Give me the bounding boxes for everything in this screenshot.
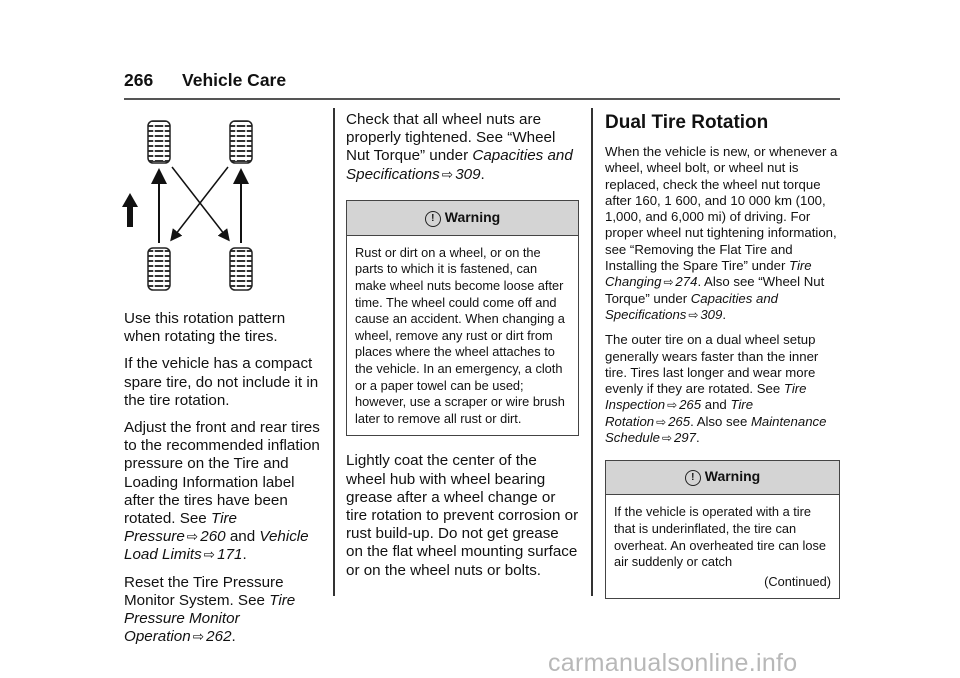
header-rule <box>124 98 840 100</box>
continued-label: (Continued) <box>764 573 831 589</box>
column-1 <box>124 310 324 655</box>
page-ref[interactable]: 171 <box>217 546 243 564</box>
column-divider <box>333 108 335 596</box>
page-header <box>124 70 286 91</box>
link-tire-rotation[interactable]: Tire Rotation <box>605 397 754 429</box>
ref-arrow-icon: ⇨ <box>688 307 699 322</box>
page-ref[interactable]: 297 <box>673 430 696 446</box>
link-capacities-specifications[interactable]: Capacities and Specifications <box>605 290 779 322</box>
ref-arrow-icon: ⇨ <box>662 431 672 446</box>
ref-arrow-icon: ⇨ <box>663 275 674 290</box>
warning-header: ! Warning <box>347 201 578 236</box>
link-tire-changing[interactable]: Tire Changing <box>605 258 812 290</box>
paragraph-adjust-pressure: Adjust the front and rear tires to the recommended inflation pressure on the Tire and Loading Information label after the tires have been rotated. See Tire Pressure ⇨ 260 and Vehicle Load Limits ⇨ 171. <box>124 419 320 564</box>
section-title: Vehicle Care <box>182 70 287 90</box>
ref-arrow-icon: ⇨ <box>186 529 199 545</box>
page-ref[interactable]: 274 <box>675 274 698 290</box>
warning-header: ! Warning <box>606 461 839 495</box>
warning-text: Rust or dirt on a wheel, or on the parts to which it is fastened, can make wheel nuts become loose after time. The wheel could come off and cause an accident. When changing a wheel, remove any rust or dirt from places where the wheel attaches to the vehicle. In an emergency, a cloth or a paper towel can be used; however, use a scraper or wire brush later to remove all rust or dirt. <box>355 244 565 426</box>
page-ref[interactable]: 262 <box>206 628 232 646</box>
warning-text: If the vehicle is operated with a tire that is underinflated, the tire can overheat. An overheated tire can lose air suddenly or catch (Continued) <box>614 504 831 589</box>
ref-arrow-icon: ⇨ <box>192 629 205 645</box>
column-divider <box>591 108 593 596</box>
tire-rear-left <box>148 248 170 290</box>
link-tire-inspection[interactable]: Tire Inspection <box>605 381 807 413</box>
paragraph-compact-spare: If the vehicle has a compact spare tire, do not include it in the tire rotation. <box>124 355 319 409</box>
column-2 <box>346 111 579 589</box>
tire-rotation-diagram <box>120 115 290 295</box>
tire-front-right <box>230 121 252 163</box>
paragraph-wheel-hub-grease: Lightly coat the center of the wheel hub with wheel bearing grease after a wheel change or tire rotation to prevent corrosion or rust build-up. Do not get grease on the flat wheel mounting surface or on the wheel nuts or bolts. <box>346 452 579 579</box>
watermark: carmanualsonline.info <box>548 649 798 677</box>
ref-arrow-icon: ⇨ <box>203 547 216 563</box>
page-number: 266 <box>124 70 154 90</box>
page-ref[interactable]: 309 <box>455 165 481 183</box>
link-vehicle-load-limits[interactable]: Vehicle Load Limits <box>124 528 309 564</box>
paragraph-reset-tpms: Reset the Tire Pressure Monitor System. See Tire Pressure Monitor Operation ⇨ 262. <box>124 573 296 646</box>
ref-arrow-icon: ⇨ <box>656 414 667 429</box>
ref-arrow-icon: ⇨ <box>667 398 678 413</box>
link-capacities-specifications[interactable]: Capacities and Specifications <box>346 147 573 183</box>
forward-direction-arrow <box>122 193 138 227</box>
page-ref[interactable]: 309 <box>700 306 723 322</box>
page-ref[interactable]: 265 <box>668 413 691 429</box>
link-maintenance-schedule[interactable]: Maintenance Schedule <box>605 413 827 446</box>
paragraph-rotation-pattern: Use this rotation pattern when rotating the tires. <box>124 310 286 346</box>
paragraph-check-wheel-nuts: Check that all wheel nuts are properly tightened. See “Wheel Nut Torque” under Capacities and Specifications ⇨ 309. <box>346 111 573 183</box>
warning-icon: ! <box>425 211 441 227</box>
link-tire-pressure[interactable]: Tire Pressure <box>124 510 237 546</box>
paragraph-wheel-nut-torque: When the vehicle is new, or whenever a wheel, wheel bolt, or wheel nut is replaced, check the wheel nut torque after 160, 1 600, and 10 000 km (100, 1,000, and 6,000 mi) of driving. For proper wheel nut tightening information, see “Removing the Flat Tire and Installing the Spare Tire” under Tire Changing ⇨ 274. Also see “Wheel Nut Torque” under Capacities and Specifications ⇨ 309. <box>605 144 838 322</box>
column-3 <box>605 112 840 615</box>
tire-front-left <box>148 121 170 163</box>
warning-box-rust <box>346 200 579 437</box>
warning-icon: ! <box>685 470 701 486</box>
page-ref[interactable]: 260 <box>200 528 226 546</box>
tire-rear-right <box>230 248 252 290</box>
link-tire-pressure-monitor-operation[interactable]: Tire Pressure Monitor Operation <box>124 591 296 646</box>
page-ref[interactable]: 265 <box>679 397 702 413</box>
section-heading-dual-tire-rotation: Dual Tire Rotation <box>605 112 769 133</box>
warning-box-underinflated <box>605 460 840 599</box>
ref-arrow-icon: ⇨ <box>441 166 454 182</box>
paragraph-outer-tire-wear: The outer tire on a dual wheel setup generally wears faster than the inner tire. Tires last longer and wear more evenly if they are rotated. See Tire Inspection ⇨ 265 and Tire Rotation ⇨ 265. Also see Maintenance Schedule ⇨ 297. <box>605 332 827 446</box>
